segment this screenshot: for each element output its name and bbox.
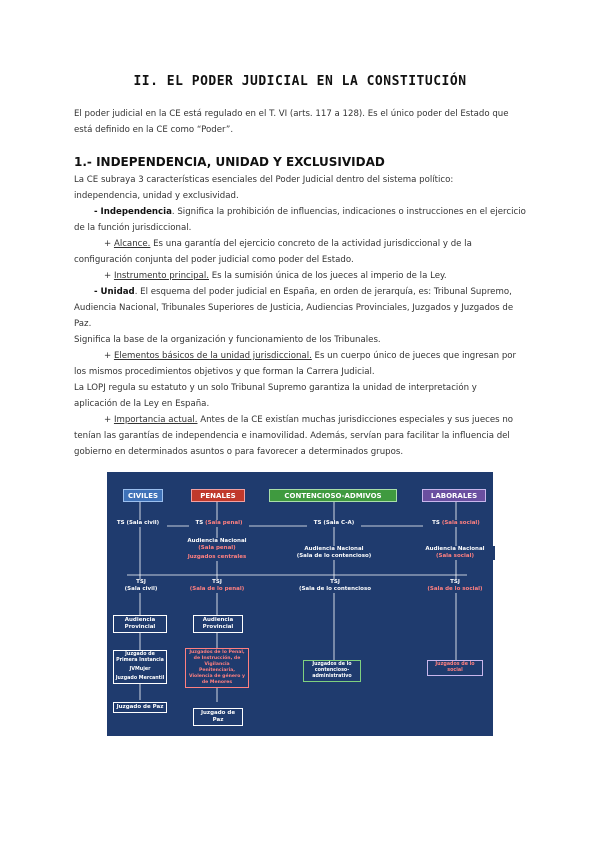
text-line [74,412,529,428]
text-line: La LOPJ regula su estatuto y un solo Tribunal Supremo garantiza la unidad de interpretación y [74,383,477,393]
text-line: Audiencia Nacional, Tribunales Superiores de Justicia, Audiencias Provinciales, Juzgados y Juzgados de [74,303,514,313]
intro-line: El poder judicial en la CE está regulado en el T. VI (arts. 117 a 128). Es el único poder del Estado que [74,109,509,119]
an-ca [285,546,383,560]
an-sala-label: (Sala penal) [198,545,236,551]
importancia-label: Importancia actual. [113,415,198,425]
instrumento-text: Es la sumisión única de los jueces al imperio de la Ley. [209,271,447,281]
alcance-label: Alcance. [113,239,151,249]
paz-penal: Juzgado de Paz [193,708,243,726]
text-line: La CE subraya 3 características esenciales del Poder Judicial dentro del sistema político: [74,175,454,185]
elementos-label: Elementos básicos de la unidad jurisdiccional. [113,351,312,361]
ts-civil: TS (Sala civil) [109,520,167,527]
alcance-text: Es una garantía del ejercicio concreto de la actividad jurisdiccional y de la [150,239,472,249]
ap-penal: Audiencia Provincial [193,615,243,633]
header-civiles: CIVILES [123,489,163,502]
ts-penal [189,520,249,527]
an-social [415,546,495,560]
tsj-label: TSJ [212,579,222,585]
header-penales: PENALES [191,489,245,502]
jurisdiction-diagram [107,472,493,736]
text-line: Paz. [74,319,92,329]
text-line: gobierno en determinados asuntos o para favorecer a determinados grupos. [74,447,404,457]
text-line: aplicación de la Ley en España. [74,399,210,409]
an-penal [179,538,255,561]
unidad-text: . El esquema del poder judicial en España, en orden de jerarquía, es: Tribunal Supremo, [134,287,512,297]
tsj-label: TSJ [450,579,460,585]
text-line [74,284,529,300]
tsj-sala-label: (Sala de lo penal) [189,586,245,592]
elementos-text: Es un cuerpo único de jueces que ingresan por [311,351,517,361]
tsj-ca [287,579,383,593]
ts-ca: TS (Sala C-A) [307,520,361,527]
ap-civil: Audiencia Provincial [113,615,167,633]
juzgados-ca: Juzgados de lo contencioso-administrativo [303,660,361,682]
text-line [74,236,529,252]
an-sala-label: (Sala social) [435,553,474,559]
tsj-sala-label: (Sala de lo social) [427,586,483,592]
ts-sala-label: (Sala penal) [205,520,243,526]
page-title: II. EL PODER JUDICIAL EN LA CONSTITUCIÓN [133,74,467,89]
text-line [74,348,529,364]
bullet-plus: + [104,271,114,281]
an-label: Audiencia Nacional [187,538,247,544]
juzgados-centrales-label: Juzgados centrales [187,554,247,560]
ts-label: TS [195,520,206,526]
header-laborales: LABORALES [422,489,486,502]
ts-sala-label: (Sala social) [441,520,480,526]
juzgado-label: Juzgado de Primera Instancia [116,652,164,663]
ts-social [423,520,489,527]
bullet-plus: + [104,351,114,361]
juzgados-penal: Juzgados de lo Penal, de Instrucción, de Vigilancia Penitenciaria, Violencia de género y de Menores [185,648,249,688]
independencia-text: . Significa la prohibición de influencias, indicaciones o instrucciones en el ejercicio [171,207,526,217]
tsj-social [417,579,493,593]
text-line: de la función jurisdiccional. [74,223,192,233]
tsj-sala-label: (Sala de lo contencioso [298,586,372,592]
tsj-label: TSJ [136,579,146,585]
tsj-sala-label: (Sala civil) [124,586,158,592]
bullet-plus: + [104,415,114,425]
section-body [74,172,529,460]
juzgados-civil [113,650,167,684]
paz-civil: Juzgado de Paz [113,702,167,713]
bullet-plus: + [104,239,114,249]
ts-label: TS [432,520,442,526]
tsj-label: TSJ [330,579,340,585]
intro-paragraph [74,106,529,138]
importancia-text: Antes de la CE existían muchas jurisdicciones especiales y sus jueces no [197,415,514,425]
an-sala-label: (Sala de lo contencioso) [296,553,372,559]
an-label: Audiencia Nacional [425,546,485,552]
text-line: tenían las garantías de independencia e inamovilidad. Además, servían para facilitar la influencia del [74,431,510,441]
independencia-label: - Independencia [94,207,172,217]
unidad-label: - Unidad [94,287,135,297]
juzgados-social: Juzgados de lo social [427,660,483,676]
juzgado-label: JVMujer [129,667,151,672]
text-line: Significa la base de la organización y funcionamiento de los Tribunales. [74,335,381,345]
tsj-penal [185,579,249,593]
text-line: los mismos procedimientos objetivos y que forman la Carrera Judicial. [74,367,375,377]
intro-line: está definido en la CE como “Poder”. [74,125,234,135]
text-line [74,204,529,220]
section-heading: 1.- INDEPENDENCIA, UNIDAD Y EXCLUSIVIDAD [74,155,385,169]
text-line [74,268,529,284]
an-label: Audiencia Nacional [304,546,364,552]
diagram-connectors [107,472,493,736]
text-line: independencia, unidad y exclusividad. [74,191,239,201]
text-line: configuración conjunta del poder judicial como poder del Estado. [74,255,354,265]
juzgado-label: Juzgado Mercantil [115,676,165,681]
instrumento-label: Instrumento principal. [113,271,209,281]
tsj-civil [113,579,169,593]
header-contencioso: CONTENCIOSO-ADMIVOS [269,489,397,502]
